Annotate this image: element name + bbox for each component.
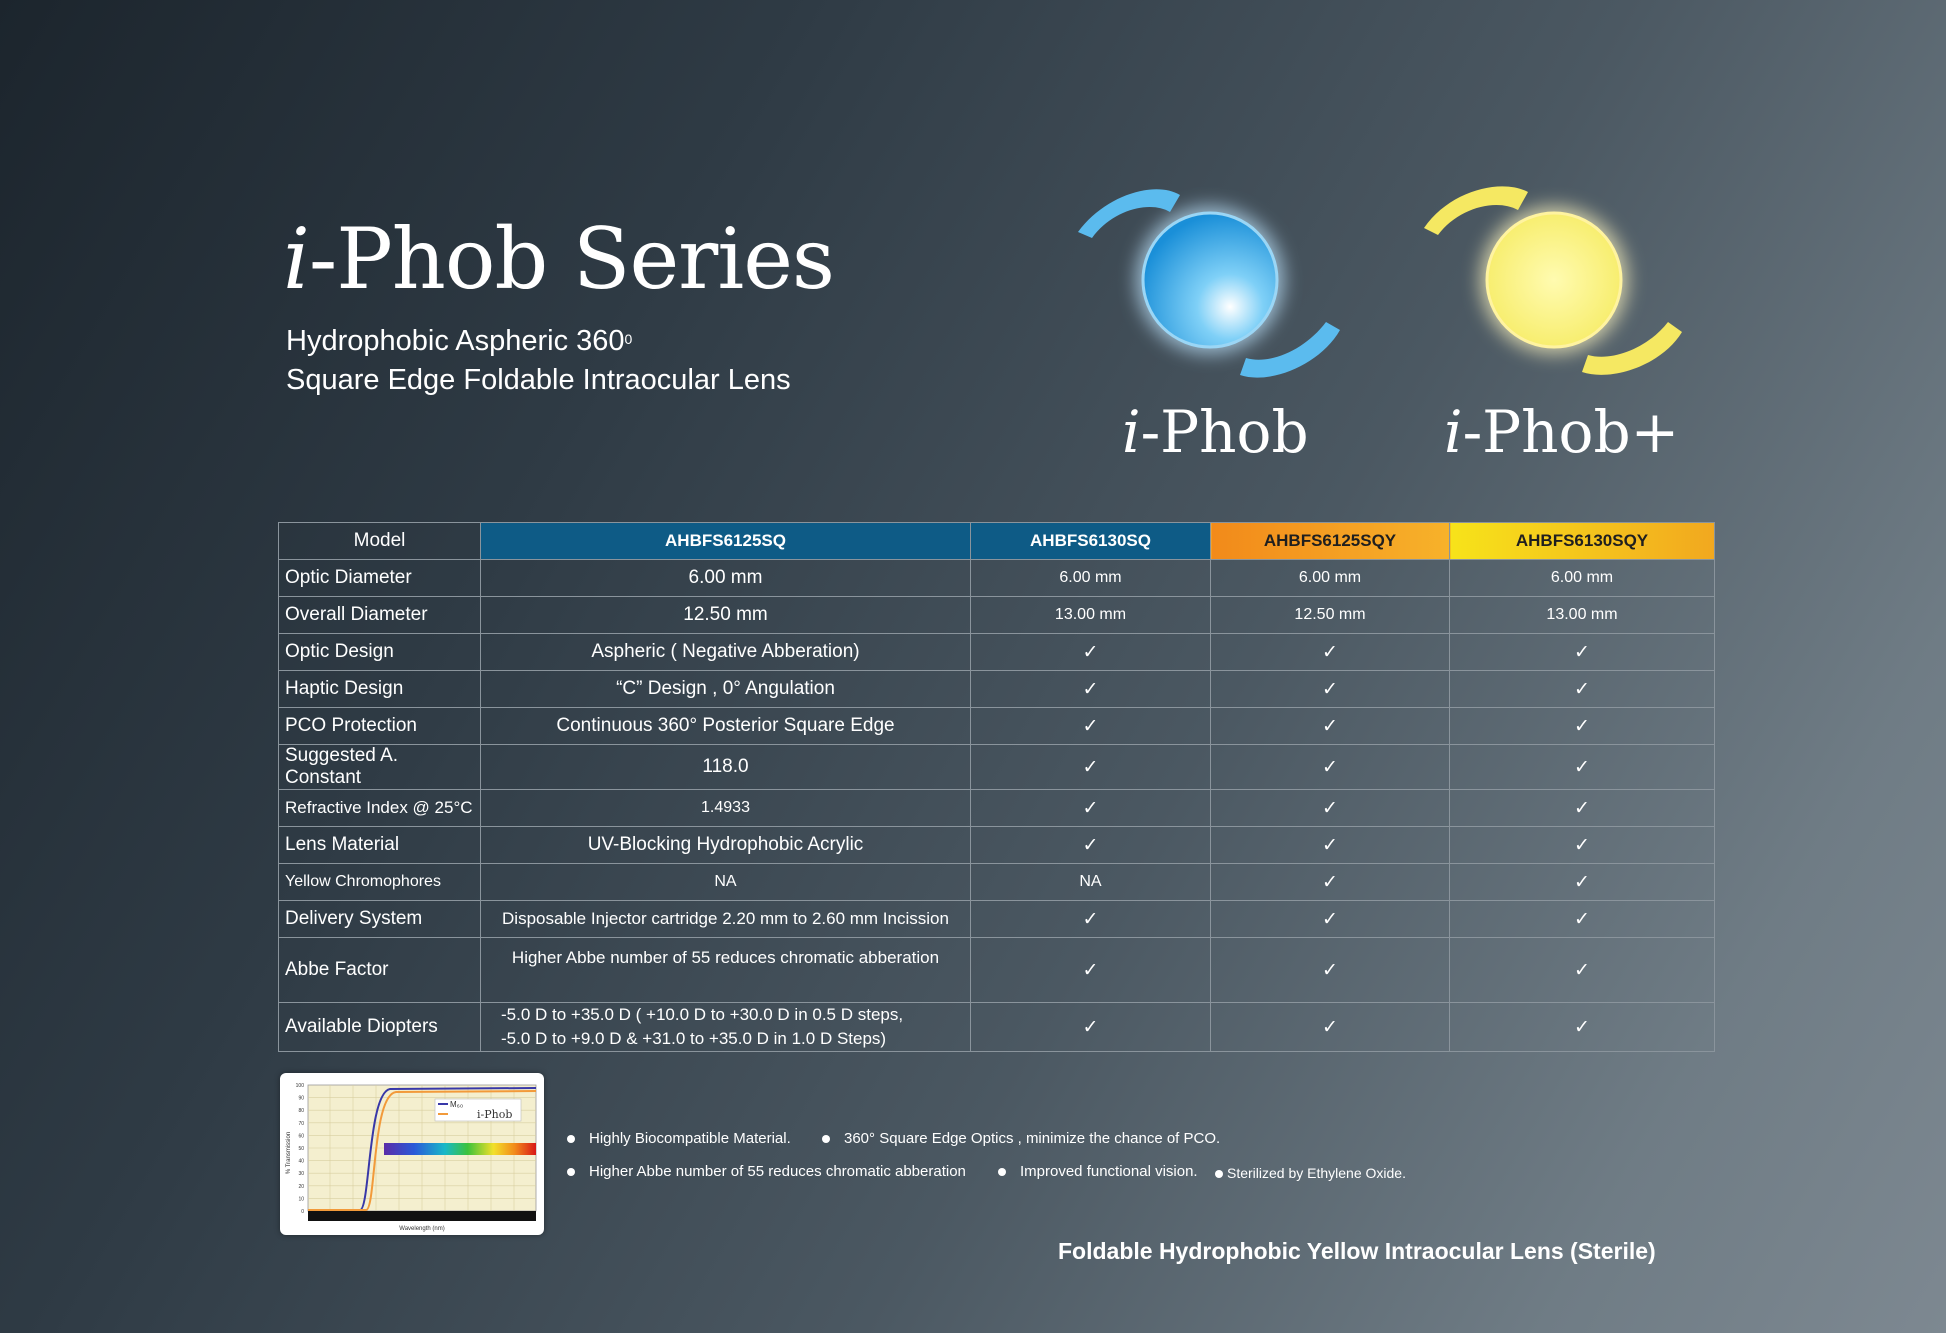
bullet-item: [567, 1163, 966, 1180]
table-row: [279, 901, 1715, 938]
check-icon: ✓: [1450, 938, 1715, 1003]
check-icon: ✓: [1211, 1003, 1450, 1052]
table-row: [279, 634, 1715, 671]
check-icon: ✓: [1450, 1003, 1715, 1052]
check-icon: ✓: [1211, 790, 1450, 827]
header-model: Model: [279, 523, 481, 560]
check-icon: ✓: [971, 634, 1211, 671]
table-row: [279, 1003, 1715, 1052]
check-icon: ✓: [1211, 864, 1450, 901]
row-label: PCO Protection: [279, 708, 481, 745]
cell-diopters: [481, 1003, 971, 1052]
svg-text:40: 40: [298, 1158, 304, 1165]
cell: Disposable Injector cartridge 2.20 mm to 2.60 mm Incission: [481, 901, 971, 938]
check-icon: ✓: [971, 1003, 1211, 1052]
check-icon: ✓: [971, 671, 1211, 708]
check-icon: ✓: [1450, 901, 1715, 938]
check-icon: ✓: [1450, 864, 1715, 901]
product-rest: -Phob: [1140, 398, 1309, 466]
check-icon: ✓: [1211, 827, 1450, 864]
degree-sup: 0: [624, 331, 633, 347]
table-row: [279, 827, 1715, 864]
table-row: [279, 708, 1715, 745]
page-subtitle: [286, 322, 791, 400]
cell: “C” Design , 0° Angulation: [481, 671, 971, 708]
check-icon: ✓: [1211, 901, 1450, 938]
table-row: [279, 745, 1715, 790]
transmission-chart: [280, 1073, 544, 1235]
cell: NA: [971, 864, 1211, 901]
cell: Continuous 360° Posterior Square Edge: [481, 708, 971, 745]
check-icon: ✓: [971, 708, 1211, 745]
check-icon: ✓: [1211, 745, 1450, 790]
check-icon: ✓: [971, 745, 1211, 790]
bullet-dot-icon: [822, 1135, 830, 1143]
spec-table: [278, 522, 1715, 1052]
bullet-text: Highly Biocompatible Material.: [589, 1130, 791, 1147]
check-icon: ✓: [1450, 671, 1715, 708]
check-icon: ✓: [971, 790, 1211, 827]
product-name-iphob: [1122, 398, 1309, 466]
bullet-dot-icon: [567, 1135, 575, 1143]
row-label: Delivery System: [279, 901, 481, 938]
y-axis-label: % Transmission: [286, 1131, 292, 1175]
iphob-plus-lens-icon: [1424, 186, 1682, 375]
table-row: [279, 560, 1715, 597]
row-label: Optic Diameter: [279, 560, 481, 597]
product-name-iphob-plus: [1444, 398, 1679, 466]
header-model-2: AHBFS6130SQ: [971, 523, 1211, 560]
check-icon: ✓: [1450, 790, 1715, 827]
bullet-text: 360° Square Edge Optics , minimize the chance of PCO.: [844, 1130, 1221, 1147]
check-icon: ✓: [971, 938, 1211, 1003]
y-tick-labels: [296, 1083, 305, 1215]
subtitle-text-1: Hydrophobic Aspheric 360: [286, 325, 625, 357]
check-icon: ✓: [1211, 671, 1450, 708]
table-row: [279, 597, 1715, 634]
bullet-dot-icon: [1215, 1170, 1223, 1178]
header-model-4: AHBFS6130SQY: [1450, 523, 1715, 560]
bullet-text: Higher Abbe number of 55 reduces chromatic abberation: [589, 1163, 966, 1180]
x-axis-label: Wavelength (nm): [399, 1226, 445, 1232]
legend-iphob: i-Phob: [477, 1108, 513, 1121]
product-prefix: i: [1122, 398, 1141, 466]
transmission-graph: [280, 1073, 544, 1235]
cell: 6.00 mm: [1211, 560, 1450, 597]
table-row: [279, 671, 1715, 708]
subtitle-line-1: [286, 322, 791, 361]
cell: 13.00 mm: [1450, 597, 1715, 634]
header-model-1: AHBFS6125SQ: [481, 523, 971, 560]
footer-caption: Foldable Hydrophobic Yellow Intraocular Lens (Sterile): [1058, 1238, 1656, 1264]
cell: 13.00 mm: [971, 597, 1211, 634]
check-icon: ✓: [1450, 745, 1715, 790]
svg-text:60: 60: [298, 1133, 304, 1140]
cell: 118.0: [481, 745, 971, 790]
cell: 12.50 mm: [1211, 597, 1450, 634]
page-title: [283, 210, 834, 308]
diopters-line-2: -5.0 D to +9.0 D & +31.0 to +35.0 D in 1.0 D Steps): [501, 1029, 887, 1048]
cell: 6.00 mm: [481, 560, 971, 597]
check-icon: ✓: [1450, 827, 1715, 864]
check-icon: ✓: [1450, 634, 1715, 671]
cell: Higher Abbe number of 55 reduces chromatic abberation: [481, 938, 971, 1003]
title-rest: -Phob Series: [308, 210, 835, 308]
product-prefix: i: [1444, 398, 1463, 466]
row-label: Yellow Chromophores: [279, 864, 481, 901]
bullet-item: [1215, 1165, 1406, 1181]
row-label: Lens Material: [279, 827, 481, 864]
cell: NA: [481, 864, 971, 901]
visible-spectrum-band: [384, 1143, 536, 1155]
row-label: Available Diopters: [279, 1003, 481, 1052]
bullet-item: [998, 1163, 1198, 1180]
svg-text:90: 90: [298, 1095, 304, 1102]
iphob-lens-icon: [1078, 189, 1340, 377]
lens-illustrations: [1050, 160, 1700, 420]
bullet-dot-icon: [567, 1168, 575, 1176]
svg-text:70: 70: [298, 1120, 304, 1127]
svg-text:10: 10: [298, 1196, 304, 1203]
header-model-3: AHBFS6125SQY: [1211, 523, 1450, 560]
title-prefix: i: [283, 210, 309, 308]
cell: 12.50 mm: [481, 597, 971, 634]
check-icon: ✓: [1211, 708, 1450, 745]
cell: 1.4933: [481, 790, 971, 827]
row-label: Overall Diameter: [279, 597, 481, 634]
svg-text:30: 30: [298, 1171, 304, 1178]
bullet-dot-icon: [998, 1168, 1006, 1176]
bullet-text: Improved functional vision.: [1020, 1163, 1198, 1180]
table-row: [279, 790, 1715, 827]
cell: 6.00 mm: [1450, 560, 1715, 597]
check-icon: ✓: [971, 827, 1211, 864]
cell: Aspheric ( Negative Abberation): [481, 634, 971, 671]
svg-text:50: 50: [298, 1146, 304, 1152]
product-rest: -Phob+: [1462, 398, 1680, 466]
row-label: Optic Design: [279, 634, 481, 671]
svg-text:100: 100: [295, 1083, 304, 1089]
table-row: [279, 864, 1715, 901]
bullet-item: [567, 1130, 791, 1147]
bullet-text: Sterilized by Ethylene Oxide.: [1227, 1165, 1406, 1181]
row-label: Abbe Factor: [279, 938, 481, 1003]
row-label: Haptic Design: [279, 671, 481, 708]
check-icon: ✓: [1211, 938, 1450, 1003]
bullet-item: [822, 1130, 1220, 1147]
cell: UV-Blocking Hydrophobic Acrylic: [481, 827, 971, 864]
check-icon: ✓: [1211, 634, 1450, 671]
row-label: Refractive Index @ 25°C: [279, 790, 481, 827]
table-row: [279, 938, 1715, 1003]
subtitle-line-2: Square Edge Foldable Intraocular Lens: [286, 364, 791, 396]
svg-text:0: 0: [301, 1209, 304, 1215]
check-icon: ✓: [1450, 708, 1715, 745]
check-icon: ✓: [971, 901, 1211, 938]
diopters-line-1: -5.0 D to +35.0 D ( +10.0 D to +30.0 D in 0.5 D steps,: [501, 1005, 904, 1024]
svg-text:80: 80: [298, 1108, 304, 1115]
legend-m60: M₆₀: [450, 1100, 464, 1109]
row-label: Suggested A. Constant: [279, 745, 481, 790]
table-header-row: [279, 523, 1715, 560]
cell: 6.00 mm: [971, 560, 1211, 597]
svg-text:20: 20: [298, 1183, 304, 1190]
wavelength-axis-bar: [308, 1211, 536, 1221]
